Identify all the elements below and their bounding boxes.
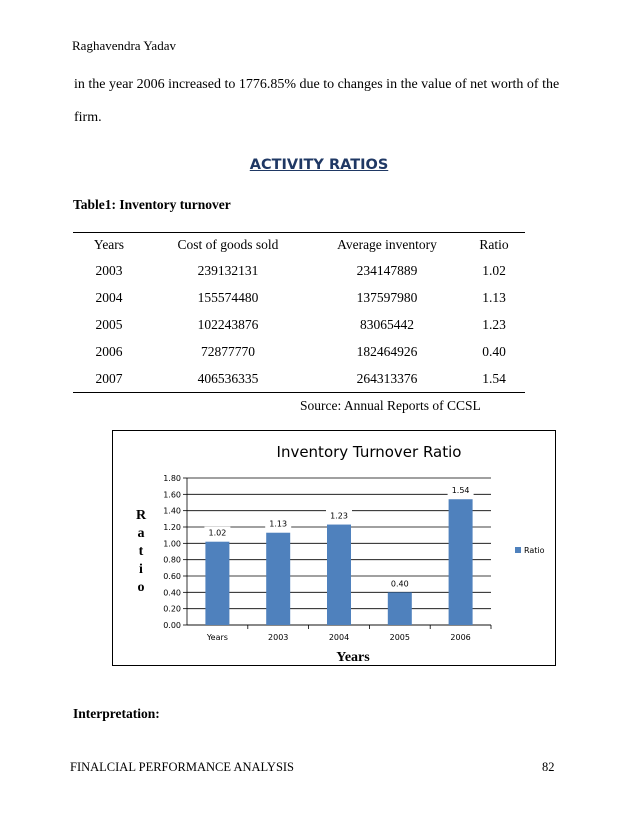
table-header-cell: Average inventory bbox=[311, 233, 463, 258]
table-cell: 0.40 bbox=[482, 343, 506, 359]
y-tick-label: 1.60 bbox=[163, 490, 181, 500]
y-tick-label: 0.20 bbox=[163, 604, 181, 614]
header-author: Raghavendra Yadav bbox=[72, 38, 176, 53]
table-row bbox=[73, 365, 525, 393]
bar bbox=[266, 533, 290, 625]
section-title: ACTIVITY RATIOS bbox=[249, 157, 389, 173]
x-tick-label: 2005 bbox=[389, 633, 410, 642]
y-tick-label: 1.00 bbox=[163, 539, 181, 549]
y-axis-label-letter: t bbox=[138, 544, 144, 559]
page-number: 82 bbox=[542, 760, 555, 774]
y-axis-label-letter: o bbox=[137, 580, 145, 595]
y-axis-label-letter: i bbox=[139, 562, 143, 577]
legend-swatch bbox=[515, 547, 521, 553]
table-cell: 72877770 bbox=[201, 343, 255, 359]
footer-title: FINALCIAL PERFORMANCE ANALYSIS bbox=[70, 760, 295, 774]
table-cell: 2007 bbox=[73, 365, 145, 393]
table-caption: Table1: Inventory turnover bbox=[73, 197, 231, 212]
data-label: 1.54 bbox=[451, 486, 470, 496]
y-tick-label: 1.80 bbox=[163, 474, 181, 483]
y-tick-label: 0.00 bbox=[163, 621, 181, 630]
table-cell: 1.23 bbox=[482, 316, 506, 332]
y-tick-label: 0.60 bbox=[163, 572, 181, 581]
table-cell: 2005 bbox=[95, 316, 123, 332]
table-row bbox=[73, 257, 525, 284]
y-axis-label-letter: a bbox=[137, 526, 145, 541]
table-cell: 2006 bbox=[95, 343, 123, 359]
table-header-row bbox=[73, 233, 525, 258]
x-tick-label: 2006 bbox=[450, 633, 471, 642]
table-cell: 1.54 bbox=[463, 365, 525, 393]
data-label: 0.40 bbox=[390, 579, 409, 589]
inventory-turnover-table bbox=[73, 232, 525, 393]
table-cell: 137597980 bbox=[356, 289, 418, 305]
y-axis-label-letter: R bbox=[135, 508, 147, 523]
y-tick-label: 0.80 bbox=[163, 555, 181, 565]
bar bbox=[449, 499, 473, 625]
table-header-cell: Years bbox=[73, 233, 145, 258]
table-cell: 2004 bbox=[95, 289, 123, 305]
data-label: 1.02 bbox=[208, 528, 227, 538]
table-cell: 182464926 bbox=[356, 343, 418, 359]
chart-canvas bbox=[113, 431, 557, 667]
bar bbox=[327, 525, 351, 625]
table-row bbox=[73, 311, 525, 338]
legend-label: Ratio bbox=[524, 546, 545, 555]
x-tick-label: 2003 bbox=[268, 633, 289, 642]
table-row bbox=[73, 284, 525, 311]
table-cell: 239132131 bbox=[197, 262, 259, 278]
inventory-turnover-chart bbox=[112, 430, 556, 666]
body-paragraph: in the year 2006 increased to 1776.85% due to changes in the value of net worth of the firm. bbox=[74, 77, 560, 125]
chart-title: Inventory Turnover Ratio bbox=[276, 443, 462, 461]
table-cell: 2003 bbox=[95, 262, 123, 278]
table-cell: 1.02 bbox=[482, 262, 506, 278]
y-tick-label: 0.40 bbox=[163, 588, 181, 598]
x-axis-label: Years bbox=[336, 650, 370, 665]
y-tick-label: 1.20 bbox=[163, 523, 181, 532]
bar bbox=[205, 542, 229, 625]
table-row bbox=[73, 338, 525, 365]
table-header-cell: Ratio bbox=[463, 233, 525, 258]
table-header-cell: Cost of goods sold bbox=[145, 233, 311, 258]
table-cell: 406536335 bbox=[145, 365, 311, 393]
table-source: Source: Annual Reports of CCSL bbox=[300, 398, 481, 413]
x-tick-label: 2004 bbox=[328, 633, 350, 642]
table-cell: 264313376 bbox=[311, 365, 463, 393]
x-tick-label: Years bbox=[206, 633, 228, 642]
table-cell: 234147889 bbox=[356, 262, 418, 278]
data-label: 1.13 bbox=[269, 519, 288, 529]
table-cell: 1.13 bbox=[482, 289, 506, 305]
y-tick-label: 1.40 bbox=[163, 506, 181, 516]
table-cell: 102243876 bbox=[197, 316, 259, 332]
interpretation-heading: Interpretation: bbox=[73, 706, 160, 721]
table-cell: 83065442 bbox=[360, 316, 414, 332]
bar bbox=[388, 592, 412, 625]
table-cell: 155574480 bbox=[197, 289, 259, 305]
data-label: 1.23 bbox=[330, 511, 348, 521]
